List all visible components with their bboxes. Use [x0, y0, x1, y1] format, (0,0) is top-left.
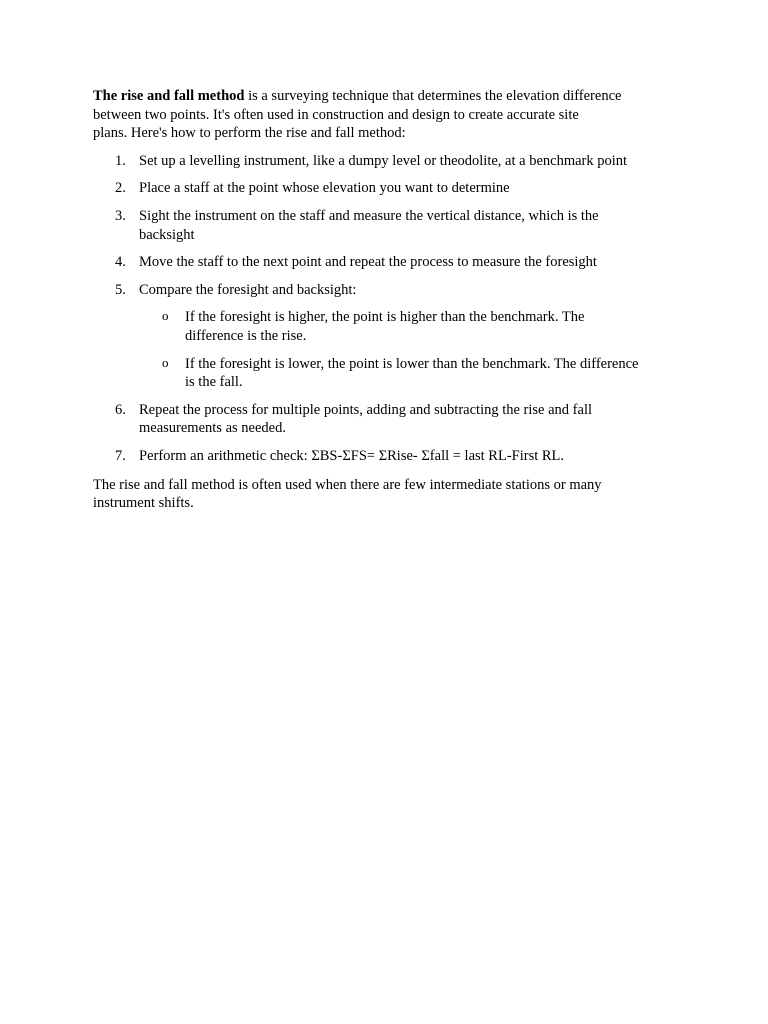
step-number: 1. — [115, 152, 126, 169]
sub-item-line-2: is the fall. — [185, 374, 243, 391]
step-text-line-2: backsight — [139, 226, 195, 243]
step-number: 2. — [115, 180, 126, 197]
list-item — [93, 447, 683, 466]
sub-list — [139, 308, 683, 391]
sub-item-line-1: If the foresight is higher, the point is higher than the benchmark. The — [185, 309, 585, 326]
sub-item-line-2: difference is the rise. — [185, 327, 307, 344]
list-item — [93, 401, 683, 438]
step-text: Place a staff at the point whose elevation you want to determine — [139, 180, 510, 197]
intro-bold-term: The rise and fall method — [93, 88, 245, 104]
bullet-icon: o — [162, 354, 169, 370]
intro-paragraph — [93, 87, 663, 143]
step-number: 7. — [115, 447, 126, 464]
intro-line-1: is a surveying technique that determines the elevation difference — [244, 88, 622, 104]
step-text: Set up a levelling instrument, like a dumpy level or theodolite, at a benchmark point — [139, 152, 628, 169]
outro-line-1: The rise and fall method is often used when there are few intermediate stations or many — [93, 476, 602, 493]
step-text: Compare the foresight and backsight: — [139, 281, 357, 298]
list-item — [93, 179, 683, 198]
intro-line-2: between two points. It's often used in construction and design to create accurate site — [93, 106, 579, 123]
list-item — [93, 152, 683, 171]
outro-line-2: instrument shifts. — [93, 495, 194, 512]
step-text-line-1: Repeat the process for multiple points, adding and subtracting the rise and fall — [139, 401, 593, 418]
sub-list-item — [139, 308, 683, 345]
list-item — [93, 281, 683, 392]
steps-list — [93, 152, 683, 466]
list-item — [93, 253, 683, 272]
step-text-line-2: measurements as needed. — [139, 420, 286, 437]
list-item — [93, 207, 683, 244]
step-number: 5. — [115, 281, 126, 298]
step-number: 4. — [115, 254, 126, 271]
document-page — [93, 87, 683, 513]
bullet-icon: o — [162, 308, 169, 324]
intro-line-3: plans. Here's how to perform the rise and fall method: — [93, 125, 406, 142]
step-text: Perform an arithmetic check: ΣBS-ΣFS= ΣRise- Σfall = last RL-First RL. — [139, 447, 565, 464]
step-number: 3. — [115, 207, 126, 224]
step-text-line-1: Sight the instrument on the staff and measure the vertical distance, which is the — [139, 207, 599, 224]
step-text: Move the staff to the next point and repeat the process to measure the foresight — [139, 254, 597, 271]
outro-paragraph — [93, 476, 653, 513]
step-number: 6. — [115, 401, 126, 418]
sub-list-item — [139, 355, 683, 392]
sub-item-line-1: If the foresight is lower, the point is lower than the benchmark. The difference — [185, 355, 639, 372]
